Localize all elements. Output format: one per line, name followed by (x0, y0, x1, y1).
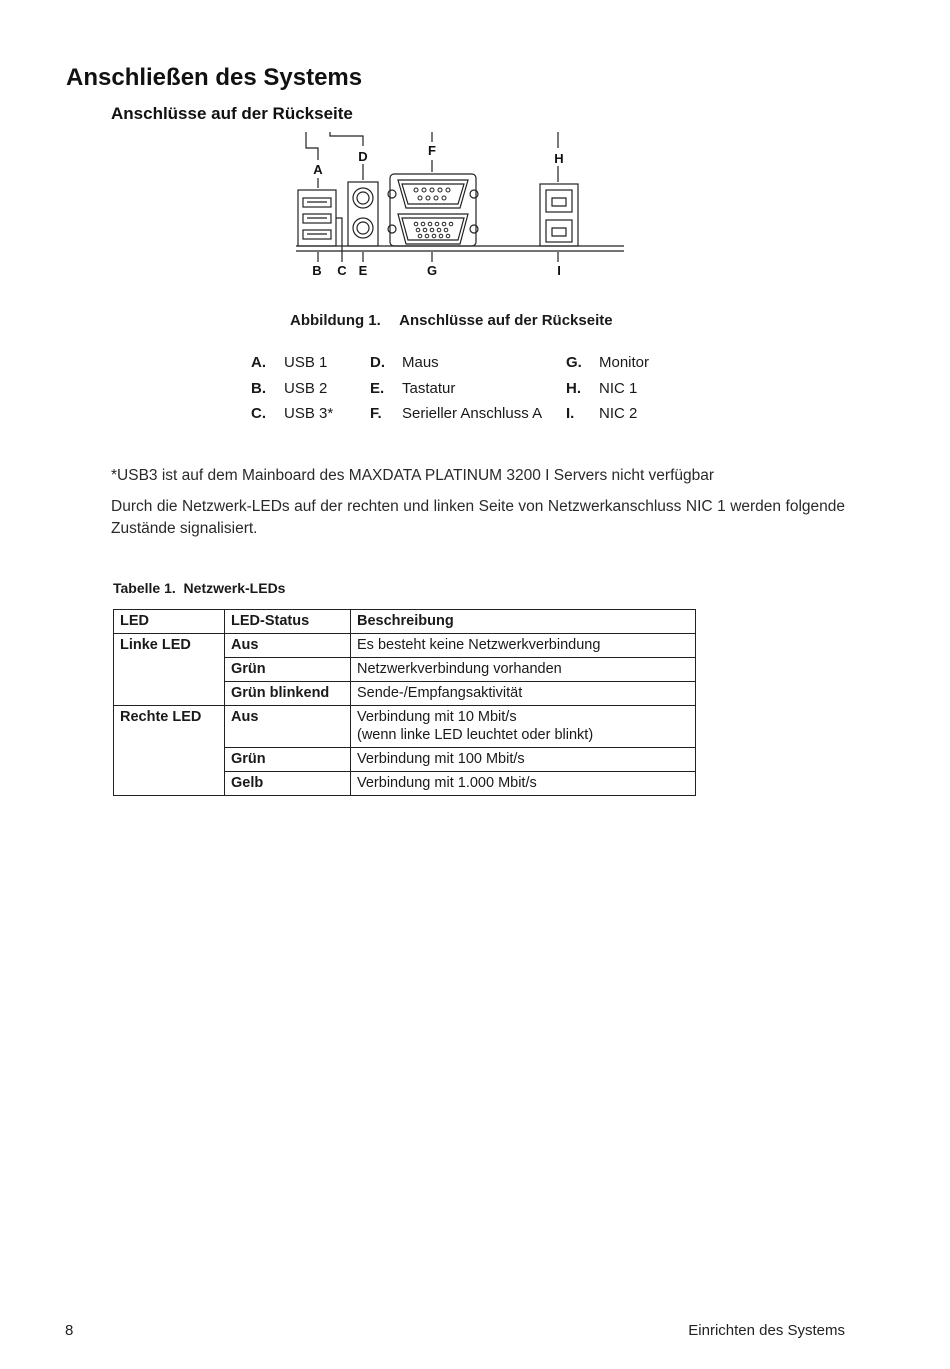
callout-d: D (358, 149, 368, 164)
legend-value: Maus (402, 354, 439, 371)
led-status-cell: Gelb (225, 772, 351, 796)
legend-key: A. (251, 354, 266, 371)
description-cell: Sende-/Empfangsaktivität (351, 682, 696, 706)
description-cell: Verbindung mit 100 Mbit/s (351, 748, 696, 772)
page-heading: Anschließen des Systems (66, 64, 363, 91)
table-header: LED-Status (225, 610, 351, 634)
legend-key: C. (251, 405, 266, 422)
legend-value: Monitor (599, 354, 650, 371)
table-row (114, 634, 696, 658)
description-line: (wenn linke LED leuchtet oder blinkt) (357, 727, 594, 743)
footer-section-title: Einrichten des Systems (688, 1322, 845, 1339)
led-group-cell-empty (114, 682, 225, 706)
table-header: Beschreibung (351, 610, 696, 634)
table-row (114, 706, 696, 748)
table-row (114, 682, 696, 706)
led-status-cell: Grün (225, 748, 351, 772)
footnote: *USB3 ist auf dem Mainboard des MAXDATA PLATINUM 3200 I Servers nicht verfügbar (111, 467, 715, 484)
intro-paragraph: Durch die Netzwerk-LEDs auf der rechten und linken Seite von Netzwerkanschluss NIC 1 werden folgende Zustände signalisiert. (111, 498, 845, 537)
callout-e: E (358, 263, 368, 278)
led-status-cell: Grün blinkend (225, 682, 351, 706)
figure-caption-label: Abbildung 1. (290, 312, 381, 329)
legend-key: H. (566, 380, 581, 397)
description-cell: Verbindung mit 1.000 Mbit/s (351, 772, 696, 796)
led-group-cell: Linke LED (114, 634, 225, 658)
led-status-cell: Grün (225, 658, 351, 682)
description-cell: Es besteht keine Netzwerkverbindung (351, 634, 696, 658)
legend-key: I. (566, 405, 575, 422)
description-cell (351, 706, 696, 748)
led-group-cell-empty (114, 772, 225, 796)
legend-value: NIC 1 (599, 380, 638, 397)
legend-key: B. (251, 380, 266, 397)
callout-a: A (313, 162, 323, 177)
figure-caption-title: Anschlüsse auf der Rückseite (399, 312, 613, 329)
callout-g: G (426, 263, 438, 278)
callout-i: I (557, 263, 561, 278)
table-row (114, 772, 696, 796)
callout-b: B (312, 263, 322, 278)
callout-c: C (337, 263, 347, 278)
rear-panel-diagram (290, 128, 630, 280)
callout-f: F (428, 143, 436, 158)
legend-key: G. (566, 354, 582, 371)
led-group-cell-empty (114, 748, 225, 772)
legend-value: Serieller Anschluss A (402, 405, 543, 422)
table-row (114, 748, 696, 772)
table-header-row (114, 610, 696, 634)
legend-value: USB 1 (284, 354, 328, 371)
table-row (114, 658, 696, 682)
legend-value: USB 2 (284, 380, 328, 397)
legend-value: Tastatur (402, 380, 456, 397)
description-cell: Netzwerkverbindung vorhanden (351, 658, 696, 682)
legend-key: D. (370, 354, 385, 371)
network-led-table (113, 609, 696, 796)
callout-h: H (554, 151, 564, 166)
legend-key: E. (370, 380, 385, 397)
table-title: Tabelle 1. Netzwerk-LEDs (113, 580, 286, 596)
figure-caption (290, 312, 613, 329)
section-subheading: Anschlüsse auf der Rückseite (111, 104, 353, 123)
description-line: Verbindung mit 10 Mbit/s (357, 709, 517, 725)
led-status-cell: Aus (225, 706, 351, 748)
led-group-cell-empty (114, 658, 225, 682)
legend-value: NIC 2 (599, 405, 638, 422)
legend-key: F. (370, 405, 382, 422)
page-number: 8 (65, 1322, 74, 1339)
led-status-cell: Aus (225, 634, 351, 658)
legend-value: USB 3* (284, 405, 334, 422)
table-header: LED (114, 610, 225, 634)
led-group-cell: Rechte LED (114, 706, 225, 748)
